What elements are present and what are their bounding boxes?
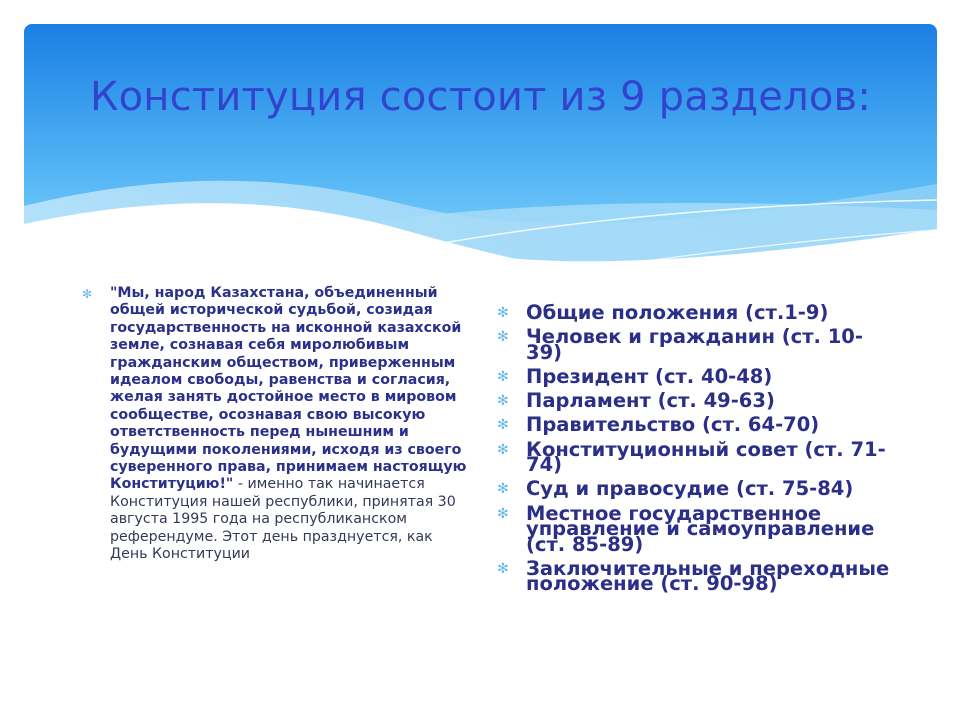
- section-label: Президент (ст. 40-48): [526, 364, 773, 388]
- list-item-section-6: [497, 437, 897, 482]
- wave-background: [24, 24, 937, 274]
- sections-list: [497, 301, 897, 601]
- section-label: Конституционный совет (ст. 71-74): [526, 437, 886, 477]
- intro-text-list: [82, 285, 472, 564]
- title-banner: [24, 24, 937, 274]
- section-label: Правительство (ст. 64-70): [526, 413, 820, 437]
- list-item-section-9: [497, 556, 897, 601]
- asterisk-icon: ✻: [497, 305, 509, 321]
- list-item-section-2: [497, 325, 897, 369]
- asterisk-icon: ✻: [497, 329, 509, 346]
- section-label: Человек и гражданин (ст. 10-39): [526, 325, 863, 364]
- intro-description: - именно так начинается Конституция нашей республики, принятая 30 августа 1995 года на республиканском референдуме. Этот день празднуется, как День Конституции: [110, 476, 456, 563]
- intro-paragraph: [82, 285, 472, 564]
- asterisk-icon: ✻: [497, 560, 509, 577]
- list-item-section-8: [497, 501, 897, 561]
- section-label: Заключительные и переходные положение (ст. 90-98): [526, 556, 890, 596]
- asterisk-icon: ✻: [497, 441, 509, 458]
- asterisk-icon: ✻: [497, 505, 509, 522]
- section-label: Суд и правосудие (ст. 75-84): [526, 477, 854, 501]
- slide-title: Конституция состоит из 9 разделов:: [90, 74, 871, 120]
- asterisk-icon: ✻: [497, 368, 509, 385]
- constitution-preamble-quote: "Мы, народ Казахстана, объединенный общей исторической судьбой, созидая государственность на исконной казахской земле, сознавая себя миролюбивым гражданским обществом, приверженным идеалом свободы, равенства и согласия, желая занять достойное место в мировом сообществе, осознавая свою высокую ответственность перед нынешним и будущими поколениями, исходя из своего суверенного права, принимаем настоящую Конституцию!": [110, 285, 467, 493]
- section-label: Общие положения (ст.1-9): [526, 301, 829, 324]
- asterisk-icon: ✻: [497, 417, 509, 434]
- section-label: Парламент (ст. 49-63): [526, 389, 775, 413]
- section-label: Местное государственное управление и самоуправление (ст. 85-89): [526, 501, 875, 556]
- asterisk-icon: ✻: [82, 287, 93, 301]
- asterisk-icon: ✻: [497, 481, 509, 498]
- asterisk-icon: ✻: [497, 393, 509, 410]
